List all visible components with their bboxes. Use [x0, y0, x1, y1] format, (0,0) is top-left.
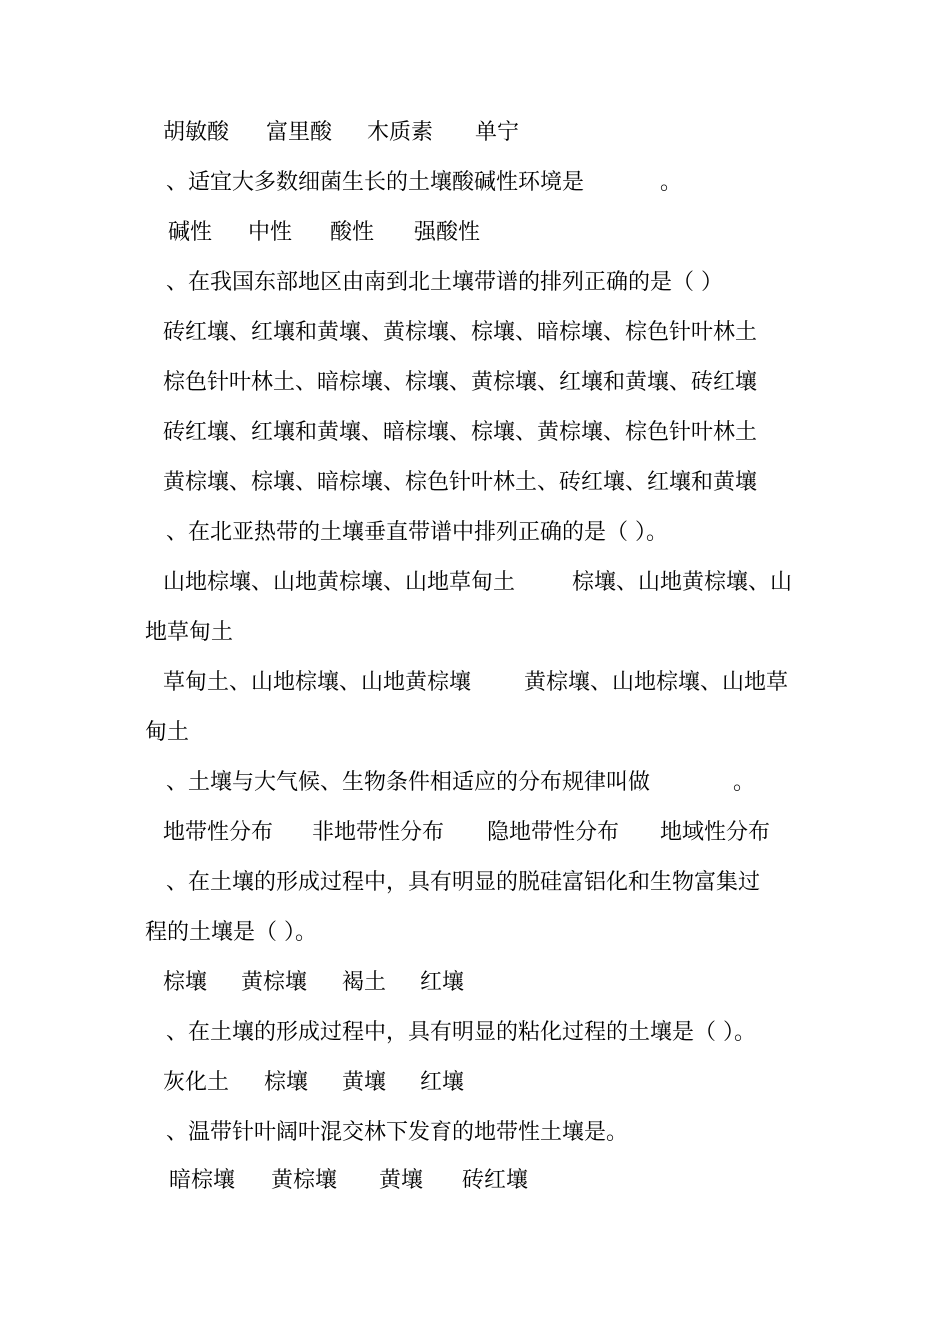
option-b: 黄棕壤	[241, 970, 308, 995]
question-4-options	[0, 818, 950, 848]
option-d: 单宁	[475, 120, 520, 145]
option-c: 酸性	[330, 220, 375, 245]
question-3-stem: 、在北亚热带的土壤垂直带谱中排列正确的是（ ）。	[166, 520, 668, 545]
option-c: 木质素	[367, 120, 434, 145]
question-1-stem-end: 。	[660, 170, 683, 195]
question-4-stem-end: 。	[733, 770, 756, 795]
question-6-stem: 、在土壤的形成过程中，具有明显的粘化过程的土壤是（ ）。	[166, 1020, 756, 1045]
question-3-option-a: 山地棕壤、山地黄棕壤、山地草甸土	[163, 570, 516, 595]
option-a: 碱性	[168, 220, 213, 245]
question-7-options	[0, 1166, 950, 1196]
option-d: 强酸性	[414, 220, 481, 245]
option-c: 褐土	[342, 970, 387, 995]
option-b: 中性	[248, 220, 293, 245]
option-a: 暗棕壤	[169, 1168, 236, 1193]
option-d: 红壤	[420, 1070, 465, 1095]
option-a: 胡敏酸	[163, 120, 230, 145]
option-a: 地带性分布	[163, 820, 274, 845]
question-4-stem: 、土壤与大气候、生物条件相适应的分布规律叫做	[166, 770, 651, 795]
question-5-stem-cont: 程的土壤是（ ）。	[145, 920, 317, 945]
question-0-options	[0, 118, 950, 148]
option-c: 黄壤	[379, 1168, 424, 1193]
question-2-option-c: 砖红壤、红壤和黄壤、暗棕壤、棕壤、黄棕壤、棕色针叶林土	[163, 420, 758, 445]
question-1-options	[0, 218, 950, 248]
question-5-stem: 、在土壤的形成过程中，具有明显的脱硅富铝化和生物富集过	[166, 870, 761, 895]
question-7-stem: 、温带针叶阔叶混交林下发育的地带性土壤是。	[166, 1120, 629, 1145]
question-1-stem: 、适宜大多数细菌生长的土壤酸碱性环境是	[166, 170, 585, 195]
question-3-option-c: 草甸土、山地棕壤、山地黄棕壤	[163, 670, 472, 695]
option-d: 地域性分布	[660, 820, 771, 845]
question-2-option-a: 砖红壤、红壤和黄壤、黄棕壤、棕壤、暗棕壤、棕色针叶林土	[163, 320, 758, 345]
question-3-option-b-cont: 地草甸土	[145, 620, 234, 645]
question-3-option-d: 黄棕壤、山地棕壤、山地草	[524, 670, 789, 695]
option-a: 灰化土	[163, 1070, 230, 1095]
option-b: 富里酸	[266, 120, 333, 145]
question-5-options	[0, 968, 950, 998]
option-a: 棕壤	[163, 970, 208, 995]
option-c: 隐地带性分布	[487, 820, 620, 845]
question-2-option-b: 棕色针叶林土、暗棕壤、棕壤、黄棕壤、红壤和黄壤、砖红壤	[163, 370, 758, 395]
option-c: 黄壤	[342, 1070, 387, 1095]
question-6-options	[0, 1068, 950, 1098]
option-b: 非地带性分布	[312, 820, 445, 845]
question-3-option-b: 棕壤、山地黄棕壤、山	[572, 570, 793, 595]
option-b: 黄棕壤	[271, 1168, 338, 1193]
option-d: 红壤	[420, 970, 465, 995]
question-2-stem: 、在我国东部地区由南到北土壤带谱的排列正确的是（ ）	[166, 270, 723, 295]
option-d: 砖红壤	[462, 1168, 529, 1193]
question-3-option-d-cont: 甸土	[145, 720, 190, 745]
option-b: 棕壤	[264, 1070, 309, 1095]
question-2-option-d: 黄棕壤、棕壤、暗棕壤、棕色针叶林土、砖红壤、红壤和黄壤	[163, 470, 758, 495]
